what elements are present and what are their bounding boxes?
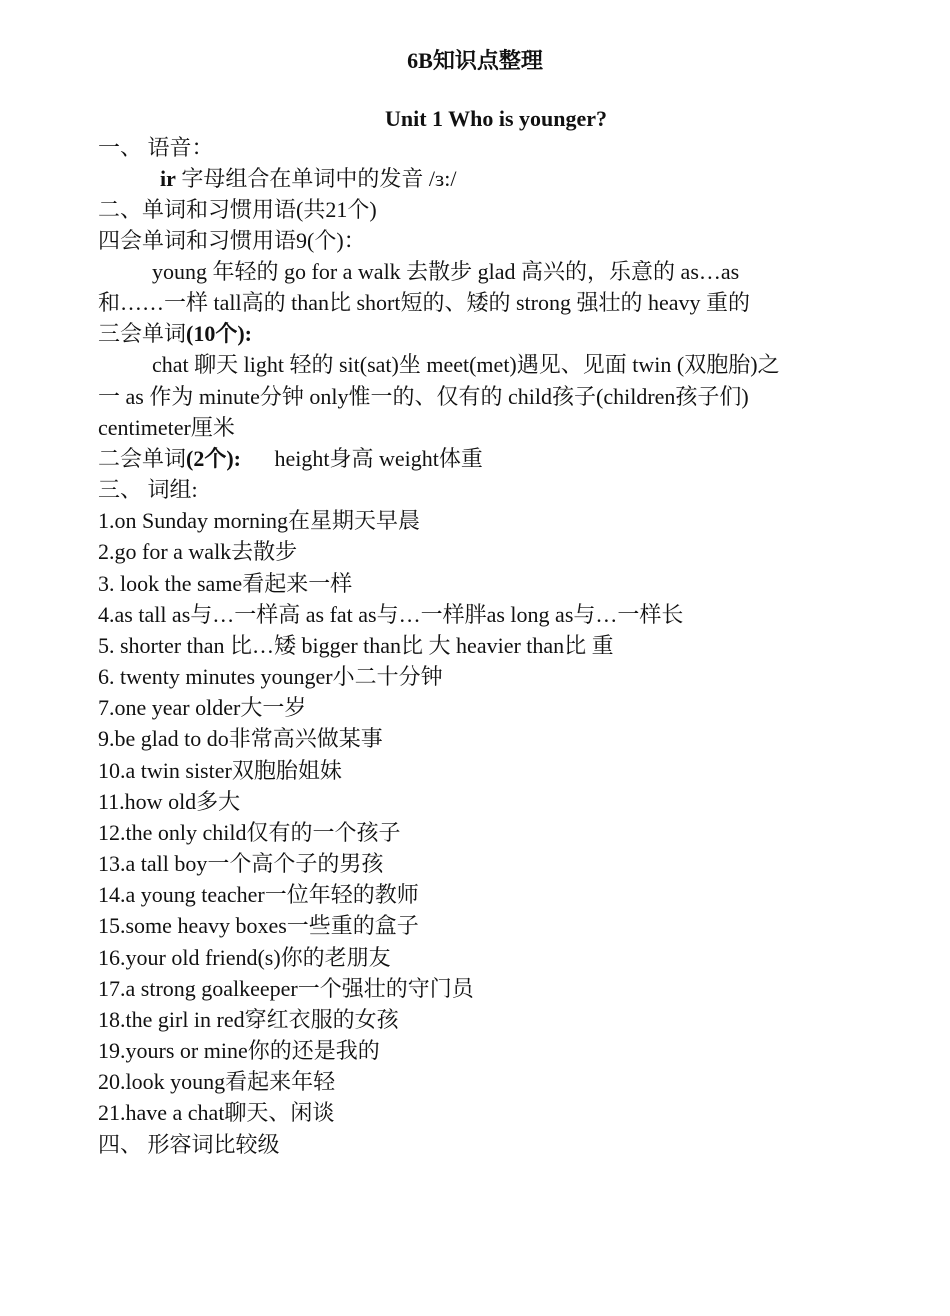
phrase-item: 19.yours or mine你的还是我的 — [98, 1038, 380, 1063]
phrase-item: 5. shorter than 比…矮 bigger than比 大 heavier than比 重 — [98, 633, 614, 658]
section-3-heading: 三、 词组: — [98, 477, 198, 502]
two-skill-line — [98, 443, 858, 474]
phrase-item: 16.your old friend(s)你的老朋友 — [98, 945, 391, 970]
phrase-item: 17.a strong goalkeeper一个强壮的守门员 — [98, 976, 474, 1001]
three-skill-words-line-2: 一 as 作为 minute分钟 only惟一的、仅有的 child孩子(children孩子们) — [98, 384, 749, 409]
phrase-item: 3. look the same看起来一样 — [98, 571, 353, 596]
two-skill-heading-count: (2个): — [186, 446, 241, 471]
section-4-heading: 四、 形容词比较级 — [98, 1132, 280, 1157]
ir-description: 字母组合在单词中的发音 /ɜ:/ — [181, 166, 457, 191]
three-skill-heading — [98, 318, 858, 349]
phrase-item: 2.go for a walk去散步 — [98, 539, 298, 564]
three-skill-words-line-1: chat 聊天 light 轻的 sit(sat)坐 meet(met)遇见、见面 twin (双胞胎)之 — [152, 352, 780, 377]
four-skill-heading: 四会单词和习惯用语9(个)： — [98, 228, 366, 253]
phrase-item: 6. twenty minutes younger小二十分钟 — [98, 664, 443, 689]
four-skill-words-line-2: 和……一样 tall高的 than比 short短的、矮的 strong 强壮的 heavy 重的 — [98, 290, 751, 315]
phrase-item: 13.a tall boy一个高个子的男孩 — [98, 851, 384, 876]
two-skill-words: height身高 weight体重 — [274, 446, 483, 471]
phrase-item: 4.as tall as与…一样高 as fat as与…一样胖as long as与…一样长 — [98, 602, 684, 627]
three-skill-heading-count: (10个): — [186, 321, 252, 346]
pronunciation-note — [160, 163, 858, 194]
three-skill-heading-text: 三会单词 — [98, 321, 187, 346]
phrase-item: 14.a young teacher一位年轻的教师 — [98, 882, 419, 907]
phrase-item: 15.some heavy boxes一些重的盒子 — [98, 913, 419, 938]
unit-title: Unit 1 Who is younger? — [384, 106, 608, 131]
two-skill-heading-text: 二会单词 — [98, 446, 187, 471]
document-title: 6B知识点整理 — [407, 48, 543, 73]
three-skill-words-line-3: centimeter厘米 — [98, 415, 235, 440]
section-1-heading: 一、 语音： — [98, 135, 214, 160]
four-skill-words-line-1: young 年轻的 go for a walk 去散步 glad 高兴的，乐意的 as…as — [152, 259, 740, 284]
phrase-item: 11.how old多大 — [98, 789, 241, 814]
phrase-item: 1.on Sunday morning在星期天早晨 — [98, 508, 421, 533]
phrase-item: 12.the only child仅有的一个孩子 — [98, 820, 401, 845]
phrase-item: 20.look young看起来年轻 — [98, 1069, 336, 1094]
phrase-item: 9.be glad to do非常高兴做某事 — [98, 726, 383, 751]
phrase-item: 21.have a chat聊天、闲谈 — [98, 1100, 335, 1125]
phrase-item: 7.one year older大一岁 — [98, 695, 307, 720]
section-2-heading: 二、单词和习惯用语(共21个) — [98, 197, 377, 222]
phrase-item: 10.a twin sister双胞胎姐妹 — [98, 758, 342, 783]
ir-letters: ir — [160, 166, 176, 191]
phrase-item: 18.the girl in red穿红衣服的女孩 — [98, 1007, 399, 1032]
